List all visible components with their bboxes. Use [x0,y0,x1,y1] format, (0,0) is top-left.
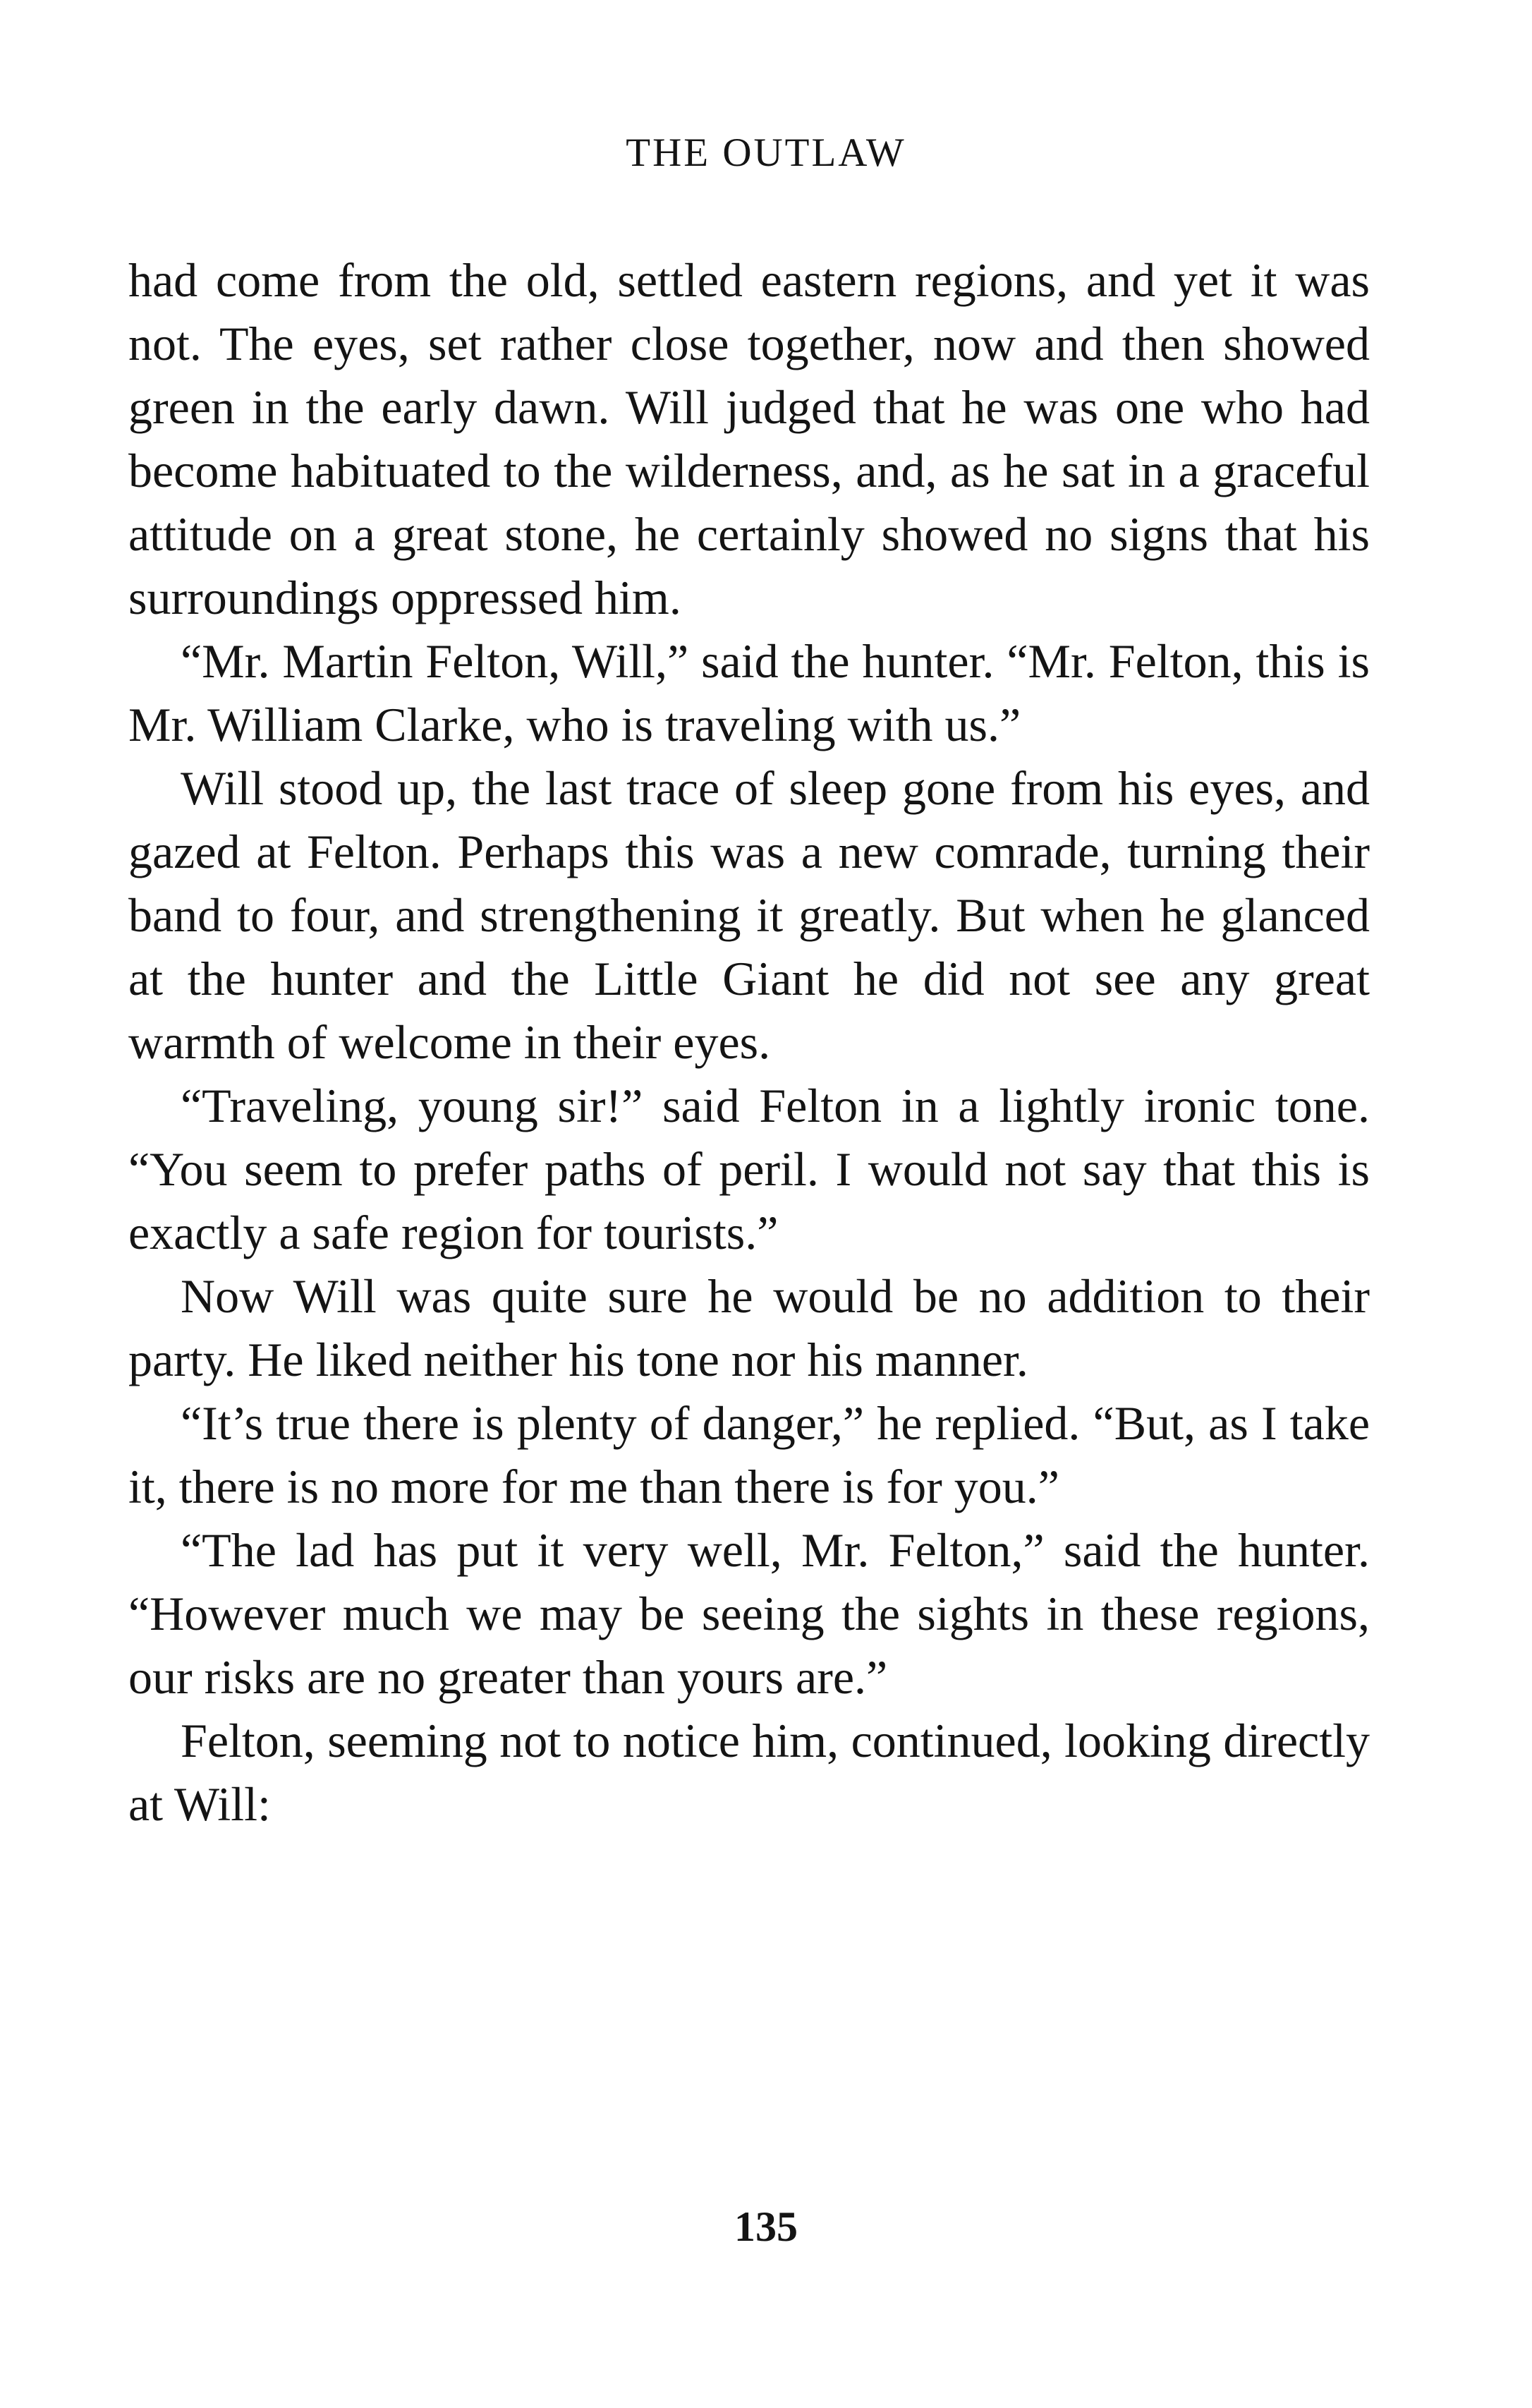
paragraph: “It’s true there is plenty of danger,” he replied. “But, as I take it, there is no more for me than there is for you.” [128,1396,1370,1513]
paragraph: “The lad has put it very well, Mr. Felton,” said the hunter. “However much we may be seeing the sights in these regions, our risks are no greater than yours are.” [128,1523,1370,1704]
running-head: THE OUTLAW [626,131,906,175]
paragraph: had come from the old, settled eastern regions, and yet it was not. The eyes, set rather close together, now and then showed green in the early dawn. Will judged that he was one who had become habituated to the wilderness, and, as he sat in a graceful attitude on a great stone, he certainly showed no signs that his surroundings oppressed him. [128,253,1370,624]
body-text [128,248,1370,1836]
paragraph: “Traveling, young sir!” said Felton in a lightly ironic tone. “You seem to prefer paths of peril. I would not say that this is exactly a safe region for tourists.” [128,1079,1370,1259]
paragraph: “Mr. Martin Felton, Will,” said the hunter. “Mr. Felton, this is Mr. William Clarke, who is traveling with us.” [128,634,1370,751]
paragraph: Felton, seeming not to notice him, continued, looking directly at Will: [128,1714,1370,1831]
paragraph: Will stood up, the last trace of sleep gone from his eyes, and gazed at Felton. Perhaps this was a new comrade, turning their band to four, and strengthening it greatly. But when he glanced at the hunter and the Little Giant he did not see any great warmth of welcome in their eyes. [128,761,1370,1069]
page-number: 135 [734,2203,798,2250]
paragraph: Now Will was quite sure he would be no addition to their party. He liked neither his tone nor his manner. [128,1269,1370,1386]
